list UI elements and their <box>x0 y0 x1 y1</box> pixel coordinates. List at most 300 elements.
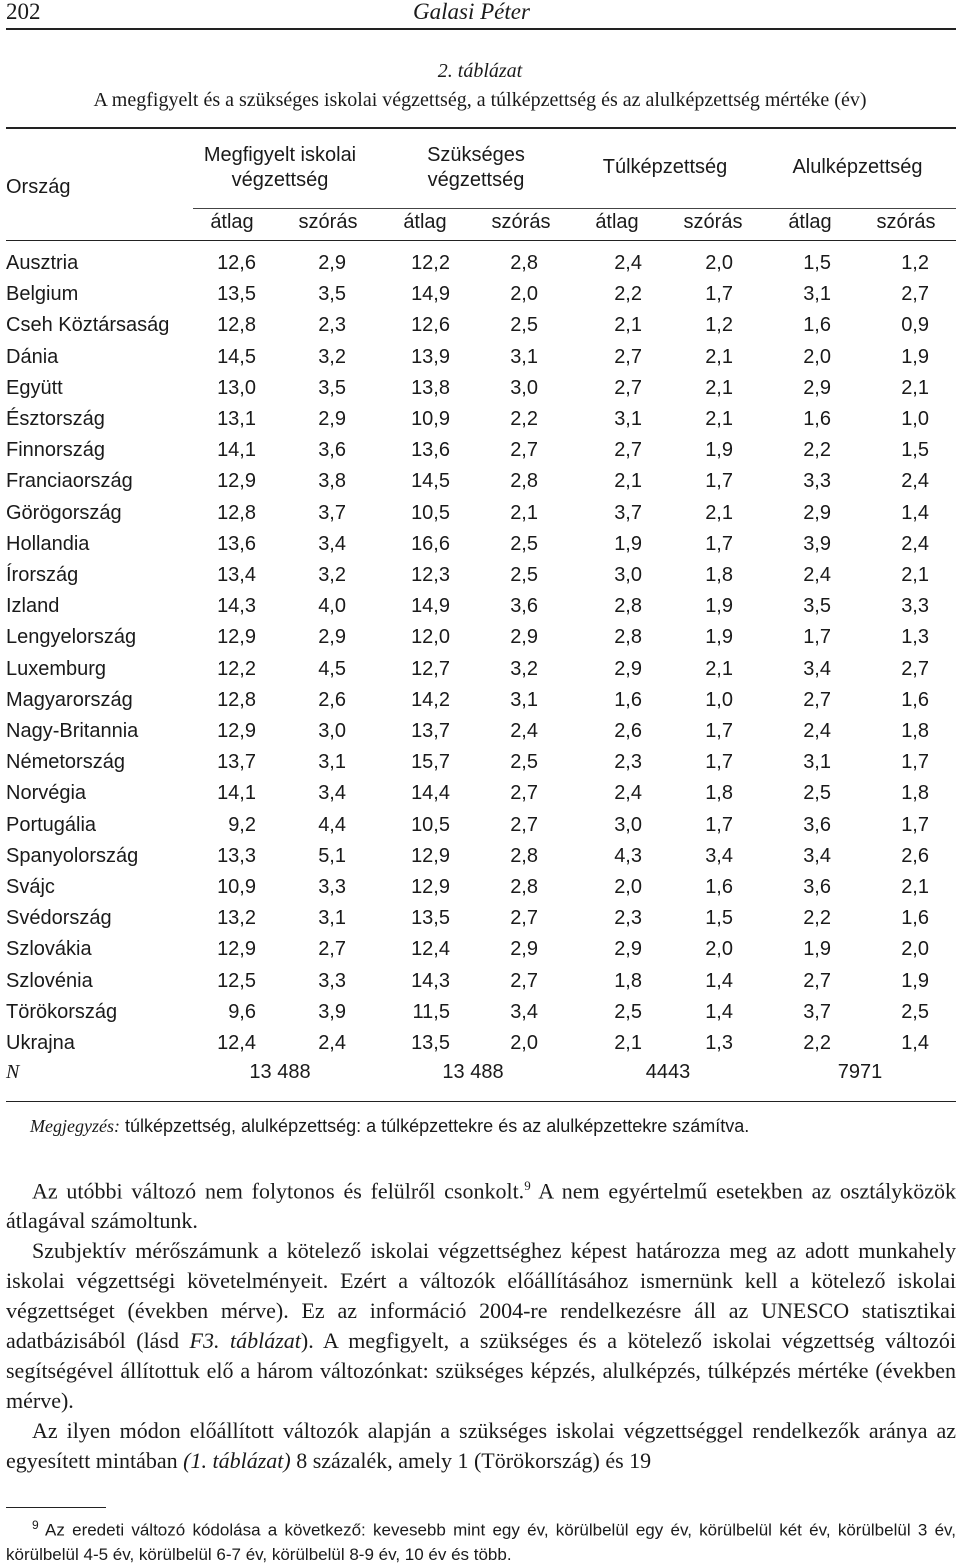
value-cell: 1,0 <box>705 688 733 711</box>
subheader-sd: szórás <box>491 211 551 233</box>
value-cell: 2,4 <box>614 252 642 274</box>
value-cell: 3,3 <box>901 595 929 618</box>
value-cell: 3,5 <box>318 376 346 399</box>
value-cell: 2,5 <box>614 1000 642 1023</box>
value-cell: 2,1 <box>614 470 642 493</box>
table-row <box>0 1028 929 1059</box>
table-row <box>0 435 929 466</box>
value-cell: 2,7 <box>803 969 831 992</box>
value-cell: 2,0 <box>510 1032 538 1055</box>
country-cell: Szlovákia <box>6 938 92 961</box>
value-cell: 4,5 <box>318 657 346 680</box>
table-reference: (1. táblázat) <box>183 1448 291 1474</box>
value-cell: 1,8 <box>705 564 733 587</box>
country-cell: Luxemburg <box>6 657 107 680</box>
value-cell: 2,2 <box>510 408 538 431</box>
value-cell: 2,5 <box>510 314 538 337</box>
value-cell: 2,2 <box>803 907 831 930</box>
value-cell: 1,6 <box>901 688 929 711</box>
value-cell: 12,4 <box>411 938 450 961</box>
value-cell: 2,8 <box>510 876 538 899</box>
value-cell: 14,3 <box>217 595 256 618</box>
value-cell: 9,2 <box>228 813 256 836</box>
paragraph-text: 8 százalék, amely 1 (Törökország) és 19 <box>290 1448 652 1474</box>
table-row <box>0 872 929 903</box>
value-cell: 1,9 <box>705 439 733 462</box>
country-cell: Spanyolország <box>6 844 139 867</box>
value-cell: 3,2 <box>318 564 346 587</box>
value-cell: 3,8 <box>318 470 346 493</box>
value-cell: 2,5 <box>510 564 538 587</box>
value-cell: 3,4 <box>803 657 831 680</box>
value-cell: 1,7 <box>705 283 733 306</box>
value-cell: 2,7 <box>901 657 929 680</box>
value-cell: 1,6 <box>901 907 929 930</box>
value-cell: 2,1 <box>901 564 929 587</box>
country-cell: Dánia <box>6 345 59 368</box>
value-cell: 2,4 <box>901 470 929 493</box>
header-observed-education-line2: végzettség <box>231 169 329 191</box>
value-cell: 1,8 <box>901 782 929 805</box>
value-cell: 1,7 <box>901 813 929 836</box>
value-cell: 2,0 <box>901 938 929 961</box>
footnote-mark: 9 <box>32 1518 39 1532</box>
value-cell: 12,9 <box>217 470 256 493</box>
header-overeducation: Túlképzettség <box>602 156 728 178</box>
value-cell: 2,4 <box>901 532 929 555</box>
value-cell: 1,9 <box>705 595 733 618</box>
value-cell: 2,9 <box>318 408 346 431</box>
footnote-ref: 9 <box>524 1178 531 1193</box>
paragraph-text: ). A megfigyelt, a szükséges és a kötelező iskolai végzettség változói segítségével állítottuk elő a három változónkat: szükséges képzés, alulképzés, túlképzés mértéke (években mérve). <box>6 1328 956 1414</box>
value-cell: 3,3 <box>803 470 831 493</box>
subheader-mean: átlag <box>403 211 447 233</box>
header-observed-education <box>180 143 380 193</box>
header-required-education <box>396 143 556 193</box>
table-row <box>0 279 929 310</box>
value-cell: 3,4 <box>318 782 346 805</box>
value-cell: 1,4 <box>705 1000 733 1023</box>
value-cell: 16,6 <box>411 532 450 555</box>
value-cell: 13,1 <box>217 408 256 431</box>
paragraph <box>6 1236 956 1416</box>
table-row <box>0 529 929 560</box>
value-cell: 3,5 <box>803 595 831 618</box>
value-cell: 1,7 <box>705 532 733 555</box>
page-number: 202 <box>6 0 41 24</box>
country-cell: Magyarország <box>6 688 133 711</box>
value-cell: 2,1 <box>614 1032 642 1055</box>
value-cell: 14,1 <box>217 439 256 462</box>
value-cell: 2,9 <box>803 501 831 524</box>
value-cell: 1,3 <box>705 1032 733 1055</box>
value-cell: 2,7 <box>510 813 538 836</box>
table-row <box>0 903 929 934</box>
n-label: N <box>6 1061 20 1083</box>
value-cell: 2,8 <box>614 626 642 649</box>
value-cell: 2,9 <box>614 938 642 961</box>
value-cell: 3,4 <box>318 532 346 555</box>
table-row <box>0 498 929 529</box>
paragraph-text: Az ilyen módon előállított változók alapján a szükséges iskolai végzettséggel rendelkezők aránya az egyesített mintában <box>6 1418 956 1474</box>
value-cell: 2,4 <box>803 720 831 743</box>
value-cell: 1,6 <box>705 876 733 899</box>
value-cell: 2,2 <box>614 283 642 306</box>
value-cell: 3,3 <box>318 969 346 992</box>
paragraph-text: Az utóbbi változó nem folytonos és felülről csonkolt. <box>32 1178 525 1204</box>
value-cell: 3,1 <box>614 408 642 431</box>
value-cell: 13,3 <box>217 844 256 867</box>
value-cell: 14,5 <box>411 470 450 493</box>
value-cell: 2,4 <box>614 782 642 805</box>
value-cell: 2,5 <box>510 532 538 555</box>
value-cell: 5,1 <box>318 844 346 867</box>
country-cell: Portugália <box>6 813 97 836</box>
value-cell: 1,7 <box>705 470 733 493</box>
table-row <box>0 934 929 965</box>
value-cell: 2,1 <box>705 408 733 431</box>
value-cell: 1,9 <box>614 532 642 555</box>
value-cell: 2,1 <box>705 345 733 368</box>
value-cell: 2,1 <box>901 876 929 899</box>
country-cell: Írország <box>6 564 79 587</box>
value-cell: 2,8 <box>614 595 642 618</box>
table-row <box>0 685 929 716</box>
value-cell: 12,5 <box>217 969 256 992</box>
subheader-sd: szórás <box>298 211 358 233</box>
value-cell: 3,5 <box>318 283 346 306</box>
country-cell: Észtország <box>6 408 105 431</box>
value-cell: 12,8 <box>217 314 256 337</box>
value-cell: 2,1 <box>705 501 733 524</box>
value-cell: 3,6 <box>318 439 346 462</box>
n-value-observed: 13 488 <box>249 1061 311 1083</box>
country-cell: Együtt <box>6 376 63 399</box>
value-cell: 3,0 <box>614 564 642 587</box>
value-cell: 2,9 <box>318 626 346 649</box>
value-cell: 1,5 <box>705 907 733 930</box>
n-value-undereducation: 7971 <box>837 1061 883 1083</box>
value-cell: 14,5 <box>217 345 256 368</box>
value-cell: 3,6 <box>510 595 538 618</box>
value-cell: 4,3 <box>614 844 642 867</box>
country-cell: Szlovénia <box>6 969 93 992</box>
value-cell: 2,9 <box>614 657 642 680</box>
value-cell: 2,1 <box>510 501 538 524</box>
value-cell: 13,7 <box>411 720 450 743</box>
value-cell: 2,7 <box>614 345 642 368</box>
value-cell: 1,2 <box>705 314 733 337</box>
country-cell: Lengyelország <box>6 626 137 649</box>
table-row <box>0 810 929 841</box>
table-caption: A megfigyelt és a szükséges iskolai végzettség, a túlképzettség és az alulképzettség mértéke (év) <box>93 89 867 111</box>
value-cell: 4,4 <box>318 813 346 836</box>
value-cell: 2,2 <box>803 439 831 462</box>
n-value-overeducation: 4443 <box>645 1061 691 1083</box>
country-cell: Görögország <box>6 501 122 524</box>
value-cell: 3,6 <box>803 876 831 899</box>
table-bottom-rule <box>6 1101 956 1102</box>
value-cell: 1,7 <box>901 751 929 774</box>
table-row <box>0 373 929 404</box>
country-cell: Nagy-Britannia <box>6 720 139 743</box>
value-cell: 3,9 <box>318 1000 346 1023</box>
value-cell: 1,9 <box>705 626 733 649</box>
value-cell: 3,7 <box>318 501 346 524</box>
value-cell: 2,4 <box>318 1032 346 1055</box>
value-cell: 1,8 <box>614 969 642 992</box>
value-cell: 2,8 <box>510 252 538 274</box>
value-cell: 12,0 <box>411 626 450 649</box>
value-cell: 12,6 <box>411 314 450 337</box>
value-cell: 3,3 <box>318 876 346 899</box>
value-cell: 3,1 <box>510 345 538 368</box>
value-cell: 12,4 <box>217 1032 256 1055</box>
value-cell: 3,1 <box>318 751 346 774</box>
value-cell: 1,6 <box>803 408 831 431</box>
header-required-education-line2: végzettség <box>427 169 525 191</box>
value-cell: 1,8 <box>901 720 929 743</box>
value-cell: 2,7 <box>318 938 346 961</box>
value-cell: 12,2 <box>217 657 256 680</box>
subheader-mean: átlag <box>595 211 639 233</box>
value-cell: 2,7 <box>510 907 538 930</box>
country-cell: Norvégia <box>6 782 87 805</box>
table-reference: F3. táblázat <box>189 1328 301 1354</box>
value-cell: 1,4 <box>901 501 929 524</box>
value-cell: 12,6 <box>217 252 256 274</box>
value-cell: 2,4 <box>803 564 831 587</box>
country-cell: Törökország <box>6 1000 118 1023</box>
value-cell: 1,2 <box>901 252 929 274</box>
value-cell: 2,7 <box>510 969 538 992</box>
value-cell: 13,8 <box>411 376 450 399</box>
paragraph-text: A nem egyértelmű esetekben az osztályközök átlagával számoltunk. <box>6 1178 956 1234</box>
value-cell: 2,1 <box>901 376 929 399</box>
value-cell: 1,4 <box>901 1032 929 1055</box>
table-row <box>0 747 929 778</box>
value-cell: 15,7 <box>411 751 450 774</box>
country-cell: Finnország <box>6 439 105 462</box>
value-cell: 14,1 <box>217 782 256 805</box>
value-cell: 2,6 <box>901 844 929 867</box>
country-cell: Svédország <box>6 907 112 930</box>
value-cell: 1,5 <box>901 439 929 462</box>
table-row <box>0 654 929 685</box>
value-cell: 3,1 <box>318 907 346 930</box>
table-row <box>0 966 929 997</box>
value-cell: 12,9 <box>217 938 256 961</box>
table-row <box>0 778 929 809</box>
footnote-text: Az eredeti változó kódolása a következő: kevesebb mint egy év, körülbelül egy év, körülbelül két év, körülbelül 3 év, körülbelül 4-5 év, körülbelül 6-7 év, körülbelül 8-9 év, 10 év és több. <box>6 1520 956 1564</box>
value-cell: 2,9 <box>803 376 831 399</box>
value-cell: 1,9 <box>803 938 831 961</box>
table-row <box>0 342 929 373</box>
country-cell: Franciaország <box>6 470 133 493</box>
value-cell: 1,5 <box>803 252 831 274</box>
value-cell: 14,9 <box>411 283 450 306</box>
value-cell: 10,9 <box>217 876 256 899</box>
value-cell: 3,0 <box>318 720 346 743</box>
table-label: 2. táblázat <box>437 60 523 82</box>
table-row <box>0 841 929 872</box>
table-row <box>0 560 929 591</box>
paragraph <box>6 1171 956 1236</box>
table-row <box>0 716 929 747</box>
country-cell: Hollandia <box>6 532 90 555</box>
value-cell: 2,0 <box>705 938 733 961</box>
value-cell: 12,8 <box>217 501 256 524</box>
subheader-mean: átlag <box>210 211 254 233</box>
value-cell: 2,3 <box>614 907 642 930</box>
value-cell: 14,4 <box>411 782 450 805</box>
value-cell: 13,5 <box>411 1032 450 1055</box>
value-cell: 3,2 <box>318 345 346 368</box>
value-cell: 2,3 <box>318 314 346 337</box>
value-cell: 3,4 <box>803 844 831 867</box>
value-cell: 13,5 <box>411 907 450 930</box>
value-cell: 2,4 <box>510 720 538 743</box>
country-cell: Ukrajna <box>6 1032 75 1055</box>
value-cell: 2,0 <box>510 283 538 306</box>
country-cell: Izland <box>6 595 60 618</box>
subheader-sd: szórás <box>876 211 936 233</box>
subheader-rule <box>193 208 956 209</box>
subheader-mean: átlag <box>788 211 832 233</box>
value-cell: 2,6 <box>614 720 642 743</box>
value-cell: 2,3 <box>614 751 642 774</box>
value-cell: 2,9 <box>318 252 346 274</box>
value-cell: 3,6 <box>803 813 831 836</box>
value-cell: 2,9 <box>510 626 538 649</box>
table-row <box>0 310 929 341</box>
value-cell: 2,7 <box>901 283 929 306</box>
value-cell: 3,4 <box>510 1000 538 1023</box>
value-cell: 13,4 <box>217 564 256 587</box>
value-cell: 13,9 <box>411 345 450 368</box>
value-cell: 9,6 <box>228 1000 256 1023</box>
value-cell: 2,7 <box>614 376 642 399</box>
running-head: Galasi Péter <box>413 0 530 24</box>
value-cell: 3,1 <box>803 751 831 774</box>
value-cell: 1,3 <box>901 626 929 649</box>
value-cell: 14,2 <box>411 688 450 711</box>
value-cell: 3,7 <box>614 501 642 524</box>
value-cell: 2,9 <box>510 938 538 961</box>
footnote-rule <box>6 1507 106 1508</box>
value-cell: 3,9 <box>803 532 831 555</box>
header-rule <box>6 28 956 30</box>
value-cell: 1,6 <box>614 688 642 711</box>
table-note <box>30 1116 749 1137</box>
value-cell: 13,6 <box>411 439 450 462</box>
value-cell: 12,2 <box>411 252 450 274</box>
value-cell: 2,0 <box>614 876 642 899</box>
country-cell: Ausztria <box>6 252 79 274</box>
value-cell: 1,4 <box>705 969 733 992</box>
header-bottom-rule <box>6 240 956 241</box>
table-row <box>0 248 929 279</box>
body-text <box>6 1171 956 1476</box>
value-cell: 13,0 <box>217 376 256 399</box>
value-cell: 1,9 <box>901 345 929 368</box>
value-cell: 11,5 <box>412 1000 450 1023</box>
value-cell: 13,2 <box>217 907 256 930</box>
value-cell: 12,9 <box>411 844 450 867</box>
value-cell: 1,8 <box>705 782 733 805</box>
value-cell: 2,0 <box>705 252 733 274</box>
value-cell: 2,2 <box>803 1032 831 1055</box>
value-cell: 2,8 <box>510 470 538 493</box>
n-value-required: 13 488 <box>442 1061 504 1083</box>
value-cell: 2,1 <box>614 314 642 337</box>
country-cell: Svájc <box>6 876 55 899</box>
value-cell: 3,4 <box>705 844 733 867</box>
value-cell: 12,9 <box>411 876 450 899</box>
value-cell: 12,9 <box>217 626 256 649</box>
value-cell: 10,5 <box>411 501 450 524</box>
table-row <box>0 591 929 622</box>
table-row <box>0 622 929 653</box>
value-cell: 4,0 <box>318 595 346 618</box>
table-row <box>0 466 929 497</box>
value-cell: 1,7 <box>803 626 831 649</box>
value-cell: 3,0 <box>510 376 538 399</box>
value-cell: 1,9 <box>901 969 929 992</box>
value-cell: 2,5 <box>901 1000 929 1023</box>
value-cell: 3,1 <box>510 688 538 711</box>
value-cell: 2,7 <box>803 688 831 711</box>
value-cell: 3,7 <box>803 1000 831 1023</box>
value-cell: 1,6 <box>803 314 831 337</box>
value-cell: 1,7 <box>705 720 733 743</box>
table-row <box>0 404 929 435</box>
value-cell: 12,7 <box>411 657 450 680</box>
value-cell: 2,1 <box>705 657 733 680</box>
value-cell: 10,9 <box>411 408 450 431</box>
country-cell: Belgium <box>6 283 79 306</box>
note-text: túlképzettség, alulképzettség: a túlképzettekre és az alulképzettekre számítva. <box>119 1116 750 1136</box>
value-cell: 2,6 <box>318 688 346 711</box>
note-label: Megjegyzés: <box>30 1116 120 1136</box>
value-cell: 12,9 <box>217 720 256 743</box>
value-cell: 1,7 <box>705 813 733 836</box>
value-cell: 13,5 <box>217 283 256 306</box>
paragraph <box>6 1416 956 1476</box>
value-cell: 3,2 <box>510 657 538 680</box>
value-cell: 12,8 <box>217 688 256 711</box>
data-table <box>0 248 929 1059</box>
value-cell: 2,1 <box>705 376 733 399</box>
footnote <box>6 1513 956 1567</box>
value-cell: 13,6 <box>217 532 256 555</box>
value-cell: 2,8 <box>510 844 538 867</box>
table-top-rule <box>6 127 956 129</box>
value-cell: 2,5 <box>803 782 831 805</box>
header-undereducation: Alulképzettség <box>792 156 923 178</box>
value-cell: 3,0 <box>614 813 642 836</box>
value-cell: 2,7 <box>510 782 538 805</box>
paragraph-text: Szubjektív mérőszámunk a kötelező iskolai végzettséghez képest határozza meg az adott munkahely iskolai végzettségi követelményeit. Ezért a változók előállításához ismernünk kell a kötelező iskolai végzettséget (években mérve). Ez az információ 2004-re rendelkezésre áll az UNESCO statisztikai adatbázisából (lásd <box>6 1238 956 1354</box>
header-observed-education-line1: Megfigyelt iskolai <box>203 144 357 166</box>
value-cell: 1,0 <box>901 408 929 431</box>
header-required-education-line1: Szükséges <box>427 144 525 166</box>
value-cell: 2,7 <box>614 439 642 462</box>
value-cell: 2,0 <box>803 345 831 368</box>
header-country: Ország <box>6 176 71 198</box>
value-cell: 1,7 <box>705 751 733 774</box>
subheader-sd: szórás <box>683 211 743 233</box>
